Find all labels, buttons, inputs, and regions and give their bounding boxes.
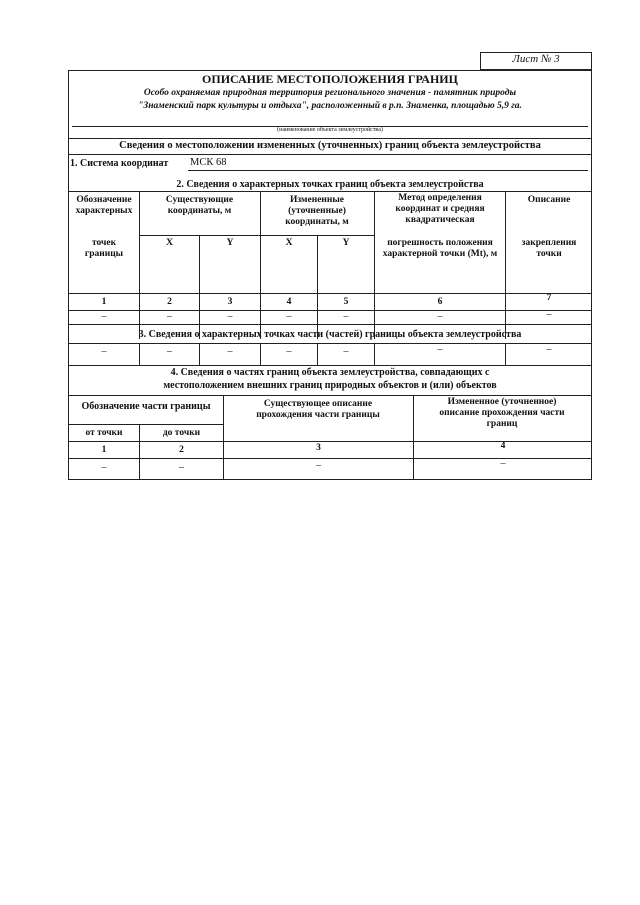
- object-name-line2: "Знаменский парк культуры и отдыха", расположенный в р.п. Знаменка, площадью 5,9 га.: [138, 101, 522, 111]
- empty-cell: –: [546, 309, 552, 320]
- column-number: 4: [286, 297, 292, 307]
- col-changed-coords: Измененные (уточненные) координаты, м: [285, 195, 349, 227]
- col-to-point: до точки: [162, 428, 201, 438]
- empty-cell: –: [500, 458, 506, 469]
- section4-divider: [68, 365, 592, 366]
- col-description-bottom: закрепления точки: [521, 238, 577, 259]
- table1-subhead-line: [139, 235, 374, 236]
- section4-title-line2: местоположением внешних границ природных объектов и (или) объектов: [163, 380, 497, 391]
- section3-title: 3. Сведения о характерных точках части (частей) границы объекта землеустройства: [138, 329, 522, 340]
- document-title: ОПИСАНИЕ МЕСТОПОЛОЖЕНИЯ ГРАНИЦ: [202, 72, 458, 86]
- column-number: 3: [227, 297, 233, 307]
- col-point-designation-bottom: точек границы: [84, 238, 124, 259]
- col-from-point: от точки: [85, 428, 123, 438]
- col-description-top: Описание: [527, 195, 571, 205]
- column-number: 4: [500, 441, 506, 451]
- column-number: 5: [343, 297, 349, 307]
- section2-title: 2. Сведения о характерных точках границ объекта землеустройства: [176, 179, 484, 190]
- empty-cell: –: [227, 311, 233, 322]
- col-point-designation-top: Обозначение характерных: [75, 195, 133, 216]
- column-number: 7: [546, 293, 552, 303]
- table1-top: [68, 191, 592, 192]
- column-number: 3: [316, 443, 321, 453]
- col-existing-description: Существующее описание прохождения части границы: [256, 399, 380, 420]
- column-number: 1: [101, 445, 107, 455]
- col-existing-x: X: [166, 238, 173, 248]
- table1-bottom: [68, 324, 592, 325]
- divider: [68, 154, 592, 155]
- empty-cell: –: [316, 460, 321, 471]
- empty-cell: –: [101, 462, 107, 473]
- sheet-label: Лист № 3: [512, 53, 560, 65]
- empty-cell: –: [343, 346, 349, 357]
- table2-subhead-line: [68, 424, 223, 425]
- coord-system-label: 1. Система координат: [70, 158, 169, 169]
- empty-cell: –: [227, 346, 233, 357]
- empty-cell: –: [286, 311, 292, 322]
- col-existing-y: Y: [226, 238, 234, 248]
- coord-system-value: МСК 68: [190, 157, 227, 168]
- object-name-line1: Особо охраняемая природная территория регионального значения - памятник природы: [143, 88, 517, 98]
- col-method-bottom: погрешность положения характерной точки (Mt), м: [382, 238, 498, 259]
- section4-title-line1: 4. Сведения о частях границ объекта землеустройства, совпадающих с: [170, 367, 490, 378]
- column-number: 6: [437, 297, 443, 307]
- object-name-caption: (наименование объекта землеустройства): [277, 127, 383, 133]
- empty-cell: –: [101, 346, 107, 357]
- col-changed-description: Измененное (уточненное) описание прохождения части границ: [439, 397, 565, 429]
- changed-info-header: Сведения о местоположении измененных (уточненных) границ объекта землеустройства: [119, 140, 541, 151]
- empty-cell: –: [179, 462, 184, 473]
- col-method-top: Метод определения координат и средняя квадратическая: [395, 193, 485, 225]
- empty-cell: –: [437, 311, 443, 322]
- empty-cell: –: [167, 311, 172, 322]
- col-changed-x: X: [285, 238, 293, 248]
- col-existing-coords: Существующие координаты, м: [165, 195, 234, 216]
- table2-top: [68, 395, 592, 396]
- empty-cell: –: [286, 346, 292, 357]
- column-number: 1: [101, 297, 107, 307]
- coord-system-underline: [188, 170, 588, 171]
- col-boundary-part: Обозначение части границы: [81, 401, 211, 412]
- divider: [68, 138, 592, 139]
- col-changed-y: Y: [342, 238, 350, 248]
- empty-cell: –: [546, 344, 552, 355]
- column-number: 2: [179, 445, 184, 455]
- column-number: 2: [167, 297, 172, 307]
- empty-cell: –: [343, 311, 349, 322]
- empty-cell: –: [101, 311, 107, 322]
- empty-cell: –: [437, 344, 443, 355]
- empty-cell: –: [167, 346, 172, 357]
